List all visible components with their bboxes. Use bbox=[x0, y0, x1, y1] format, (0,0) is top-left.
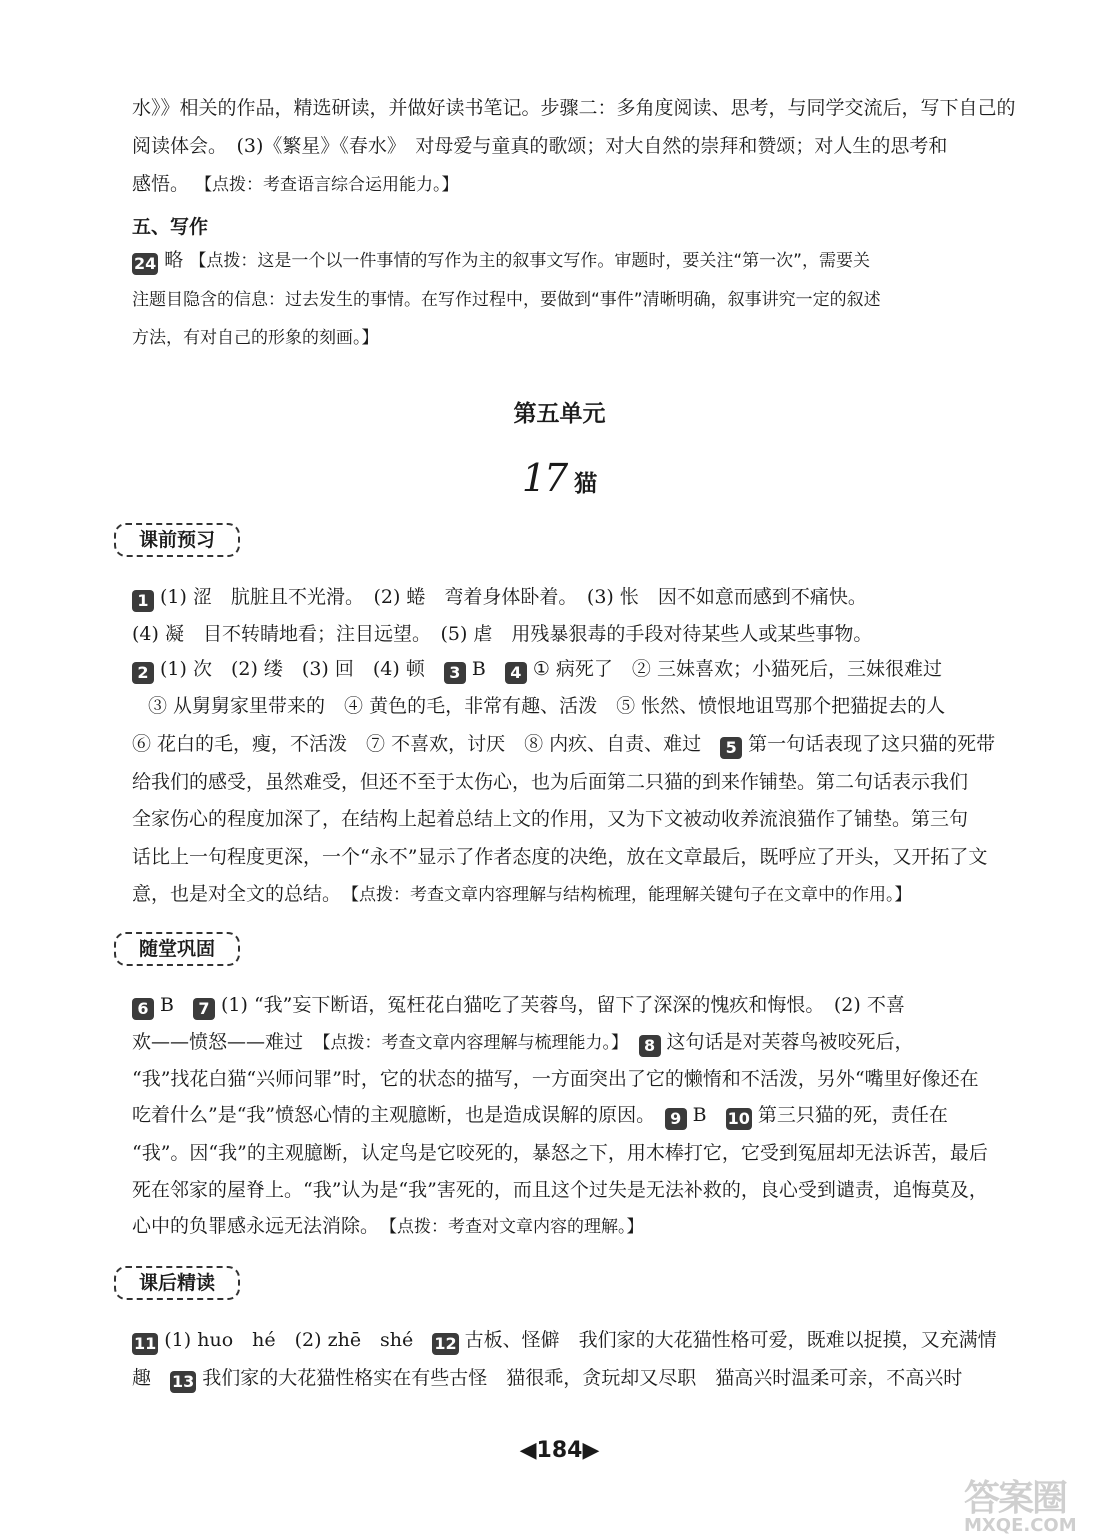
answer-line: 欢——愤怒——难过 【点拨：考查文章内容理解与梳理能力。】 8 这句话是对芙蓉鸟被咬死后， bbox=[132, 1031, 914, 1055]
text-line: 水》》相关的作品，精选研读，并做好读书笔记。步骤二：多角度阅读、思考，与同学交流后，写下自己的 bbox=[132, 97, 1016, 119]
tag-in-class: 随堂巩固 bbox=[114, 932, 240, 966]
unit-title: 第五单元 bbox=[513, 401, 606, 427]
answer-line: “我”。因“我”的主观臆断，认定鸟是它咬死的，暴怒之下，用木棒打它，它受到冤屈却无法诉苦，最后 bbox=[132, 1142, 988, 1164]
answer-line: (4) 凝 目不转睛地看；注目远望。 (5) 虐 用残暴狠毒的手段对待某些人或某些事物。 bbox=[132, 623, 873, 645]
watermark-text: 答案圈 bbox=[964, 1478, 1067, 1519]
tip: 【点拨：这是一个以一件事情的写作为主的叙事文写作。审题时，要关注“第一次”，需要关 bbox=[189, 251, 870, 271]
section-heading: 五、写作 bbox=[132, 216, 209, 238]
answer-line: 全家伤心的程度加深了，在结构上起着总结上文的作用，又为下文被动收养流浪猫作了铺垫。第三句 bbox=[132, 808, 969, 830]
watermark-url: MXQE.COM bbox=[964, 1515, 1077, 1536]
answer-line: 11 (1) huo hé (2) zhē shé 12 古板、怪僻 我们家的大花猫性格可爱，既难以捉摸，又充满情 bbox=[134, 1329, 997, 1353]
text-line: 阅读体会。 (3)《繁星》《春水》 对母爱与童真的歌颂；对大自然的崇拜和赞颂；对人生的思考和 bbox=[132, 135, 948, 157]
tip: 【点拨：考查语言综合运用能力。】 bbox=[195, 175, 459, 195]
answer-line: 死在邻家的屋脊上。“我”认为是“我”害死的，而且这个过失是无法补救的，良心受到谴责，追悔莫及， bbox=[132, 1179, 988, 1201]
tag-after-class: 课后精读 bbox=[114, 1266, 240, 1300]
answer-line: ③ 从舅舅家里带来的 ④ 黄色的毛，非常有趣、活泼 ⑤ 怅然、愤恨地诅骂那个把猫捉去的人 bbox=[148, 695, 946, 717]
text-line: 方法，有对自己的形象的刻画。】 bbox=[132, 328, 379, 348]
answer-line: 心中的负罪感永远无法消除。 【点拨：考查对文章内容的理解。】 bbox=[132, 1215, 644, 1237]
answer-line: 趣 13 我们家的大花猫性格实在有些古怪 猫很乖，贪玩却又尽职 猫高兴时温柔可亲，不高兴时 bbox=[132, 1367, 963, 1391]
answer-line: 吃着什么”是“我”愤怒心情的主观臆断，也是造成误解的原因。 9 B 10 第三只猫的死，责任在 bbox=[132, 1104, 948, 1128]
tip: 【点拨：考查文章内容理解与结构梳理，能理解关键句子在文章中的作用。】 bbox=[350, 885, 912, 905]
answer-line: 6 B 7 (1) “我”妄下断语，冤枉花白猫吃了芙蓉鸟，留下了深深的愧疚和悔恨。 (2) 不喜 bbox=[132, 993, 999, 1020]
text-line: 注题目隐含的信息：过去发生的事情。在写作过程中，要做到“事件”清晰明确，叙事讲究一定的叙述 bbox=[132, 290, 881, 310]
tip: 【点拨：考查对文章内容的理解。】 bbox=[388, 1217, 644, 1237]
answer-line: 2 (1) 次 (2) 缕 (3) 回 (4) 顿 3 B 4 ① 病死了 ② 三妹喜欢；小猫死后，三妹很难过 bbox=[132, 657, 999, 684]
answer-line: “我”找花白猫“兴师问罪”时，它的状态的描写，一方面突出了它的懒惰和不活泼，另外“嘴里好像还在 bbox=[132, 1068, 979, 1090]
lesson-title bbox=[0, 456, 1119, 500]
tip: 【点拨：考查文章内容理解与梳理能力。】 bbox=[322, 1033, 620, 1053]
answer-line: 话比上一句程度更深，一个“永不”显示了作者态度的决绝，放在文章最后，既呼应了开头，又开拓了文 bbox=[132, 846, 988, 868]
text-line: 感悟。 【点拨：考查语言综合运用能力。】 bbox=[132, 173, 459, 195]
tag-pre-study: 课前预习 bbox=[114, 523, 240, 557]
answer-line: 1 (1) 涩 肮脏且不光滑。 (2) 蜷 弯着身体卧着。 (3) 怅 因不如意而感到不痛快。 bbox=[132, 585, 999, 612]
question-number: 24 bbox=[134, 254, 157, 273]
lesson-number: 17 bbox=[521, 456, 567, 500]
answer-line: 给我们的感受，虽然难受，但还不至于太伤心，也为后面第二只猫的到来作铺垫。第二句话表示我们 bbox=[132, 771, 969, 793]
answer-line: ⑥ 花白的毛，瘦，不活泼 ⑦ 不喜欢，讨厌 ⑧ 内疚、自责、难过 5 第一句话表现了这只猫的死带 bbox=[132, 733, 996, 757]
lesson-name: 猫 bbox=[574, 471, 598, 497]
answer-line: 意，也是对全文的总结。 【点拨：考查文章内容理解与结构梳理，能理解关键句子在文章中的作用。】 bbox=[132, 883, 912, 905]
page-number: ◀184▶ bbox=[519, 1438, 600, 1463]
answer-24: 24 略 【点拨：这是一个以一件事情的写作为主的叙事文写作。审题时，要关注“第一次”，需要关 bbox=[134, 249, 870, 273]
watermark-logo bbox=[964, 1470, 1114, 1536]
